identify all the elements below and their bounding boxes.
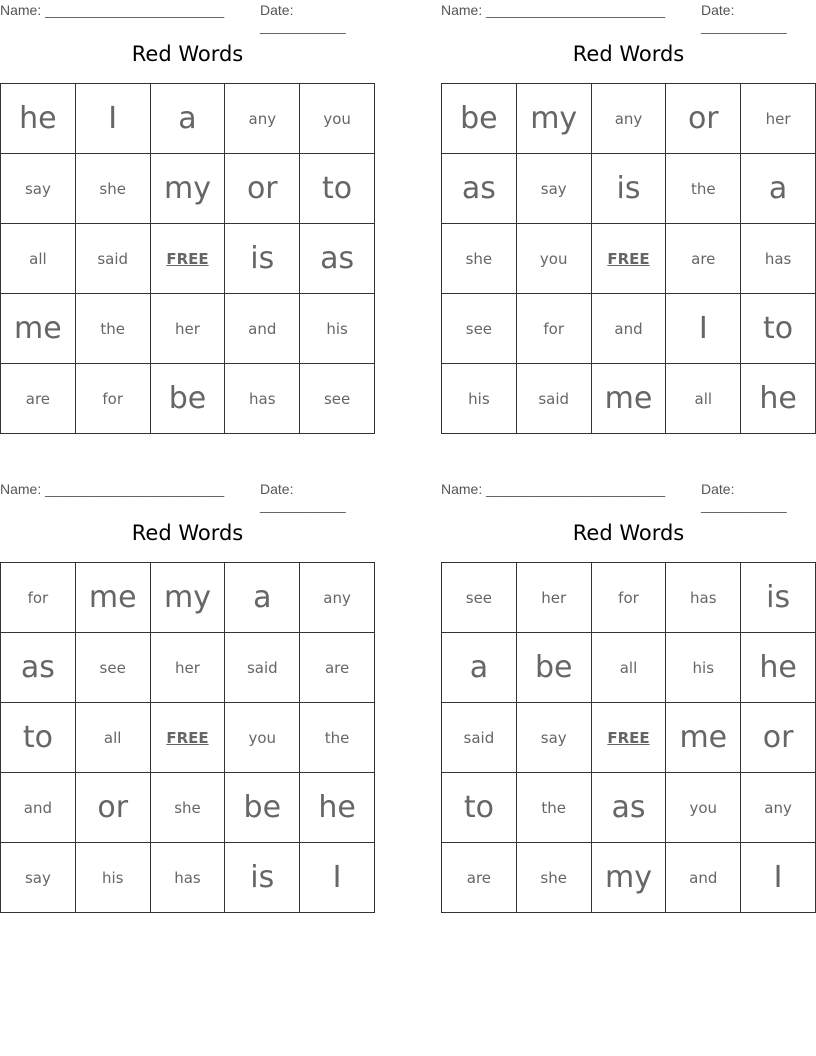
word-cell[interactable]: or: [225, 154, 300, 224]
word-cell[interactable]: be: [225, 773, 300, 843]
word-cell[interactable]: I: [75, 84, 150, 154]
word-cell[interactable]: a: [150, 84, 225, 154]
bingo-card-4: [441, 479, 816, 913]
word-cell[interactable]: his: [442, 364, 517, 434]
word-cell[interactable]: you: [516, 224, 591, 294]
card-header: [0, 479, 375, 513]
word-cell[interactable]: has: [225, 364, 300, 434]
word-cell[interactable]: you: [300, 84, 375, 154]
word-cell[interactable]: as: [442, 154, 517, 224]
free-space-cell[interactable]: FREE: [591, 703, 666, 773]
word-cell[interactable]: a: [225, 563, 300, 633]
word-cell[interactable]: has: [741, 224, 816, 294]
bingo-row: [1, 84, 375, 154]
word-cell[interactable]: said: [75, 224, 150, 294]
word-cell[interactable]: be: [150, 364, 225, 434]
bingo-card-2: [441, 0, 816, 434]
bingo-row: [1, 563, 375, 633]
word-cell[interactable]: he: [300, 773, 375, 843]
word-cell[interactable]: I: [741, 843, 816, 913]
word-cell[interactable]: she: [516, 843, 591, 913]
word-cell[interactable]: are: [666, 224, 741, 294]
card-title: Red Words: [131, 42, 244, 66]
word-cell[interactable]: are: [300, 633, 375, 703]
word-cell[interactable]: is: [225, 843, 300, 913]
word-cell[interactable]: be: [516, 633, 591, 703]
word-cell[interactable]: to: [1, 703, 76, 773]
word-cell[interactable]: she: [75, 154, 150, 224]
card-title: Red Words: [572, 521, 685, 545]
word-cell[interactable]: me: [666, 703, 741, 773]
date-label: Date: ___________: [260, 481, 346, 513]
word-cell[interactable]: said: [442, 703, 517, 773]
word-cell[interactable]: and: [666, 843, 741, 913]
word-cell[interactable]: or: [666, 84, 741, 154]
card-title: Red Words: [572, 42, 685, 66]
word-cell[interactable]: all: [591, 633, 666, 703]
word-cell[interactable]: me: [591, 364, 666, 434]
bingo-row: [442, 843, 816, 913]
word-cell[interactable]: is: [225, 224, 300, 294]
word-cell[interactable]: for: [75, 364, 150, 434]
bingo-row: [442, 703, 816, 773]
bingo-row: [442, 224, 816, 294]
name-label: Name: _______________________: [0, 2, 225, 18]
word-cell[interactable]: see: [442, 563, 517, 633]
bingo-row: [1, 773, 375, 843]
bingo-row: [442, 773, 816, 843]
bingo-row: [1, 294, 375, 364]
word-cell[interactable]: you: [666, 773, 741, 843]
word-cell[interactable]: see: [300, 364, 375, 434]
word-cell[interactable]: any: [300, 563, 375, 633]
bingo-row: [1, 703, 375, 773]
word-cell[interactable]: my: [150, 154, 225, 224]
word-cell[interactable]: any: [591, 84, 666, 154]
word-cell[interactable]: the: [666, 154, 741, 224]
word-cell[interactable]: my: [591, 843, 666, 913]
word-cell[interactable]: say: [516, 154, 591, 224]
word-cell[interactable]: for: [1, 563, 76, 633]
word-cell[interactable]: said: [516, 364, 591, 434]
word-cell[interactable]: all: [666, 364, 741, 434]
word-cell[interactable]: her: [516, 563, 591, 633]
bingo-row: [442, 364, 816, 434]
word-cell[interactable]: my: [516, 84, 591, 154]
bingo-grid: [441, 83, 816, 434]
bingo-row: [442, 294, 816, 364]
word-cell[interactable]: for: [591, 563, 666, 633]
bingo-row: [1, 154, 375, 224]
word-cell[interactable]: as: [1, 633, 76, 703]
word-cell[interactable]: is: [591, 154, 666, 224]
word-cell[interactable]: are: [1, 364, 76, 434]
word-cell[interactable]: me: [75, 563, 150, 633]
word-cell[interactable]: and: [591, 294, 666, 364]
word-cell[interactable]: any: [225, 84, 300, 154]
word-cell[interactable]: she: [150, 773, 225, 843]
date-label: Date: ___________: [260, 2, 346, 34]
bingo-card-3: [0, 479, 375, 913]
word-cell[interactable]: her: [741, 84, 816, 154]
word-cell[interactable]: be: [442, 84, 517, 154]
bingo-grid: [0, 562, 375, 913]
word-cell[interactable]: and: [225, 294, 300, 364]
word-cell[interactable]: his: [300, 294, 375, 364]
word-cell[interactable]: has: [666, 563, 741, 633]
bingo-row: [1, 364, 375, 434]
word-cell[interactable]: to: [442, 773, 517, 843]
free-space-cell[interactable]: FREE: [591, 224, 666, 294]
date-label: Date: ___________: [701, 2, 787, 34]
word-cell[interactable]: a: [442, 633, 517, 703]
word-cell[interactable]: any: [741, 773, 816, 843]
word-cell[interactable]: is: [741, 563, 816, 633]
word-cell[interactable]: has: [150, 843, 225, 913]
word-cell[interactable]: the: [300, 703, 375, 773]
word-cell[interactable]: me: [1, 294, 76, 364]
word-cell[interactable]: my: [150, 563, 225, 633]
word-cell[interactable]: to: [741, 294, 816, 364]
word-cell[interactable]: as: [591, 773, 666, 843]
word-cell[interactable]: her: [150, 294, 225, 364]
bingo-row: [442, 154, 816, 224]
word-cell[interactable]: say: [516, 703, 591, 773]
word-cell[interactable]: see: [442, 294, 517, 364]
date-label: Date: ___________: [701, 481, 787, 513]
card-header: [0, 0, 375, 34]
bingo-grid: [441, 562, 816, 913]
word-cell[interactable]: to: [300, 154, 375, 224]
word-cell[interactable]: and: [1, 773, 76, 843]
word-cell[interactable]: he: [741, 364, 816, 434]
word-cell[interactable]: all: [75, 703, 150, 773]
word-cell[interactable]: the: [516, 773, 591, 843]
free-space-cell[interactable]: FREE: [150, 224, 225, 294]
bingo-row: [1, 843, 375, 913]
word-cell[interactable]: as: [300, 224, 375, 294]
bingo-row: [442, 633, 816, 703]
word-cell[interactable]: see: [75, 633, 150, 703]
word-cell[interactable]: I: [300, 843, 375, 913]
word-cell[interactable]: all: [1, 224, 76, 294]
word-cell[interactable]: you: [225, 703, 300, 773]
word-cell[interactable]: he: [741, 633, 816, 703]
word-cell[interactable]: said: [225, 633, 300, 703]
card-title: Red Words: [131, 521, 244, 545]
card-header: [441, 0, 816, 34]
word-cell[interactable]: say: [1, 154, 76, 224]
word-cell[interactable]: for: [516, 294, 591, 364]
bingo-card-1: [0, 0, 375, 434]
bingo-row: [1, 633, 375, 703]
word-cell[interactable]: his: [75, 843, 150, 913]
free-space-cell[interactable]: FREE: [150, 703, 225, 773]
bingo-row: [1, 224, 375, 294]
word-cell[interactable]: his: [666, 633, 741, 703]
word-cell[interactable]: she: [442, 224, 517, 294]
bingo-row: [442, 84, 816, 154]
word-cell[interactable]: I: [666, 294, 741, 364]
word-cell[interactable]: or: [741, 703, 816, 773]
name-label: Name: _______________________: [441, 2, 666, 18]
name-label: Name: _______________________: [0, 481, 225, 497]
word-cell[interactable]: are: [442, 843, 517, 913]
word-cell[interactable]: or: [75, 773, 150, 843]
bingo-row: [442, 563, 816, 633]
word-cell[interactable]: the: [75, 294, 150, 364]
name-label: Name: _______________________: [441, 481, 666, 497]
word-cell[interactable]: say: [1, 843, 76, 913]
bingo-grid: [0, 83, 375, 434]
word-cell[interactable]: her: [150, 633, 225, 703]
card-header: [441, 479, 816, 513]
word-cell[interactable]: a: [741, 154, 816, 224]
word-cell[interactable]: he: [1, 84, 76, 154]
